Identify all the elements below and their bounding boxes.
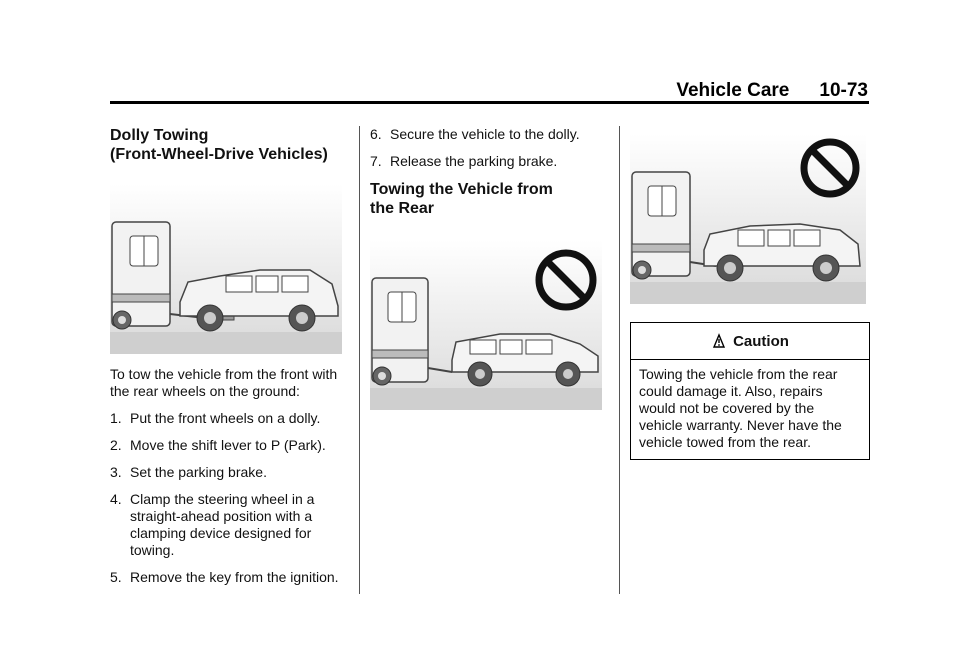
list-item: 2. Move the shift lever to P (Park). [110, 437, 326, 453]
rear-towing-illustration [370, 240, 602, 410]
list-item: 4. Clamp the steering wheel in a straight-ahead position with a clamping device designed for towing. [110, 491, 315, 558]
intro-paragraph: To tow the vehicle from the front with the rear wheels on the ground: [110, 366, 338, 399]
column-3 [630, 126, 870, 460]
list-item: 5. Remove the key from the ignition. [110, 569, 339, 585]
dolly-towing-drawing [110, 184, 342, 354]
header-rule [110, 101, 869, 104]
rear-towing-warning-drawing [630, 134, 866, 304]
list-item: 3. Set the parking brake. [110, 464, 267, 480]
caution-title: Caution [733, 332, 789, 350]
section-heading: Towing the Vehicle from the Rear [370, 181, 553, 217]
column-2 [370, 126, 610, 410]
caution-text: Towing the vehicle from the rear could damage it. Also, repairs would not be covered by the vehicle warranty. Never have the vehicle towed from the rear. [639, 366, 842, 450]
list-item: 6. Secure the vehicle to the dolly. [370, 126, 580, 142]
column-1 [110, 126, 350, 596]
rear-towing-warning-illustration [630, 134, 866, 304]
caution-header [631, 323, 869, 360]
column-divider [359, 126, 360, 594]
caution-box [630, 322, 870, 460]
steps-list-continued [370, 126, 610, 170]
page-number: 10-73 [819, 80, 868, 101]
dolly-towing-illustration [110, 184, 342, 354]
column-divider [619, 126, 620, 594]
list-item: 1. Put the front wheels on a dolly. [110, 410, 321, 426]
steps-list [110, 410, 350, 586]
section-title: Vehicle Care [676, 80, 790, 101]
section-heading: Dolly Towing (Front-Wheel-Drive Vehicles) [110, 127, 328, 163]
list-item: 7. Release the parking brake. [370, 153, 558, 169]
caution-icon [711, 333, 727, 349]
rear-towing-drawing [370, 240, 602, 410]
page-header [676, 80, 868, 102]
